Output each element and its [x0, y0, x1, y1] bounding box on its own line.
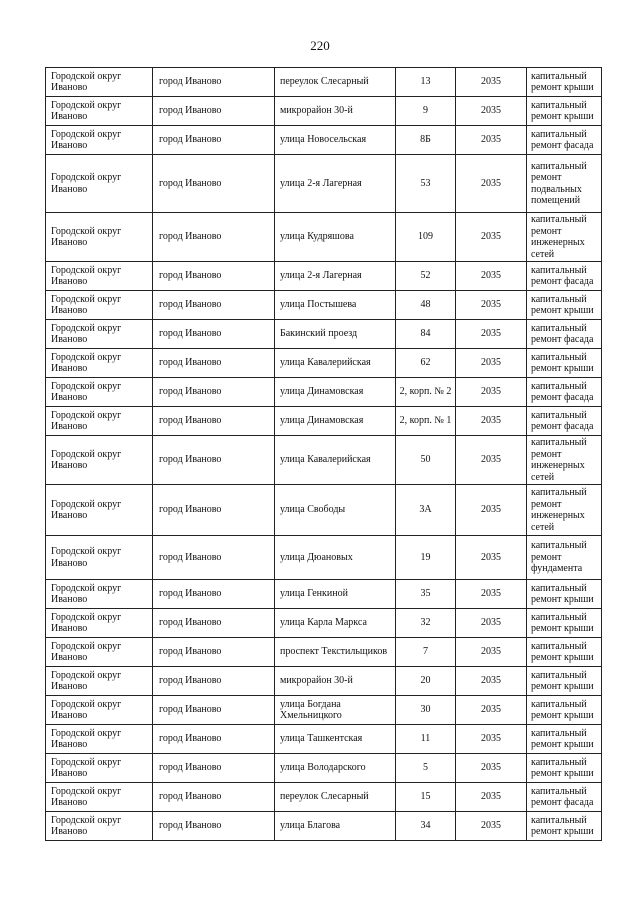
city-cell: город Иваново: [153, 609, 275, 638]
table-row: [46, 68, 602, 97]
building-cell: 20: [396, 667, 456, 696]
work-type-cell: капитальный ремонт крыши: [527, 667, 602, 696]
work-type-cell: капитальный ремонт фасада: [527, 320, 602, 349]
district-cell: Городской округ Иваново: [46, 407, 153, 436]
street-cell: улица Кавалерийская: [275, 436, 396, 485]
year-cell: 2035: [456, 609, 527, 638]
street-cell: улица Новосельская: [275, 126, 396, 155]
street-cell: микрорайон 30-й: [275, 667, 396, 696]
work-type-cell: капитальный ремонт крыши: [527, 291, 602, 320]
table-body: [46, 68, 602, 841]
building-cell: 2, корп. № 1: [396, 407, 456, 436]
table-row: [46, 696, 602, 725]
district-cell: Городской округ Иваново: [46, 609, 153, 638]
district-cell: Городской округ Иваново: [46, 580, 153, 609]
street-cell: улица 2-я Лагерная: [275, 155, 396, 213]
building-cell: 35: [396, 580, 456, 609]
building-cell: 52: [396, 262, 456, 291]
year-cell: 2035: [456, 155, 527, 213]
table-row: [46, 638, 602, 667]
building-cell: 7: [396, 638, 456, 667]
table-row: [46, 407, 602, 436]
district-cell: Городской округ Иваново: [46, 783, 153, 812]
city-cell: город Иваново: [153, 97, 275, 126]
year-cell: 2035: [456, 320, 527, 349]
city-cell: город Иваново: [153, 155, 275, 213]
work-type-cell: капитальный ремонт крыши: [527, 68, 602, 97]
table-row: [46, 812, 602, 841]
street-cell: улица Благова: [275, 812, 396, 841]
city-cell: город Иваново: [153, 68, 275, 97]
city-cell: город Иваново: [153, 783, 275, 812]
work-type-cell: капитальный ремонт фасада: [527, 783, 602, 812]
building-cell: 32: [396, 609, 456, 638]
building-cell: 34: [396, 812, 456, 841]
table-row: [46, 667, 602, 696]
work-type-cell: капитальный ремонт подвальных помещений: [527, 155, 602, 213]
year-cell: 2035: [456, 638, 527, 667]
street-cell: переулок Слесарный: [275, 68, 396, 97]
street-cell: переулок Слесарный: [275, 783, 396, 812]
district-cell: Городской округ Иваново: [46, 320, 153, 349]
year-cell: 2035: [456, 485, 527, 536]
street-cell: улица Динамовская: [275, 378, 396, 407]
building-cell: 5: [396, 754, 456, 783]
year-cell: 2035: [456, 349, 527, 378]
table-row: [46, 320, 602, 349]
building-cell: 11: [396, 725, 456, 754]
building-cell: 109: [396, 213, 456, 262]
district-cell: Городской округ Иваново: [46, 812, 153, 841]
district-cell: Городской округ Иваново: [46, 155, 153, 213]
year-cell: 2035: [456, 407, 527, 436]
year-cell: 2035: [456, 536, 527, 580]
district-cell: Городской округ Иваново: [46, 262, 153, 291]
work-type-cell: капитальный ремонт фасада: [527, 378, 602, 407]
work-type-cell: капитальный ремонт крыши: [527, 97, 602, 126]
street-cell: улица Постышева: [275, 291, 396, 320]
work-type-cell: капитальный ремонт крыши: [527, 580, 602, 609]
district-cell: Городской округ Иваново: [46, 536, 153, 580]
work-type-cell: капитальный ремонт крыши: [527, 725, 602, 754]
year-cell: 2035: [456, 262, 527, 291]
work-type-cell: капитальный ремонт инженерных сетей: [527, 436, 602, 485]
city-cell: город Иваново: [153, 436, 275, 485]
city-cell: город Иваново: [153, 485, 275, 536]
building-cell: 30: [396, 696, 456, 725]
city-cell: город Иваново: [153, 812, 275, 841]
city-cell: город Иваново: [153, 213, 275, 262]
year-cell: 2035: [456, 126, 527, 155]
city-cell: город Иваново: [153, 349, 275, 378]
building-cell: 8Б: [396, 126, 456, 155]
street-cell: Бакинский проезд: [275, 320, 396, 349]
district-cell: Городской округ Иваново: [46, 97, 153, 126]
district-cell: Городской округ Иваново: [46, 485, 153, 536]
table-row: [46, 536, 602, 580]
street-cell: улица Володарского: [275, 754, 396, 783]
table-row: [46, 783, 602, 812]
building-cell: 13: [396, 68, 456, 97]
table-row: [46, 262, 602, 291]
district-cell: Городской округ Иваново: [46, 696, 153, 725]
year-cell: 2035: [456, 667, 527, 696]
city-cell: город Иваново: [153, 378, 275, 407]
city-cell: город Иваново: [153, 667, 275, 696]
street-cell: улица Динамовская: [275, 407, 396, 436]
building-cell: 15: [396, 783, 456, 812]
city-cell: город Иваново: [153, 536, 275, 580]
city-cell: город Иваново: [153, 407, 275, 436]
street-cell: улица Свободы: [275, 485, 396, 536]
district-cell: Городской округ Иваново: [46, 378, 153, 407]
district-cell: Городской округ Иваново: [46, 436, 153, 485]
city-cell: город Иваново: [153, 725, 275, 754]
building-cell: 50: [396, 436, 456, 485]
work-type-cell: капитальный ремонт крыши: [527, 349, 602, 378]
work-type-cell: капитальный ремонт крыши: [527, 638, 602, 667]
year-cell: 2035: [456, 754, 527, 783]
work-type-cell: капитальный ремонт крыши: [527, 609, 602, 638]
city-cell: город Иваново: [153, 580, 275, 609]
street-cell: улица Карла Маркса: [275, 609, 396, 638]
district-cell: Городской округ Иваново: [46, 291, 153, 320]
table-row: [46, 580, 602, 609]
city-cell: город Иваново: [153, 291, 275, 320]
street-cell: улица Дюановых: [275, 536, 396, 580]
district-cell: Городской округ Иваново: [46, 725, 153, 754]
year-cell: 2035: [456, 696, 527, 725]
street-cell: улица Ташкентская: [275, 725, 396, 754]
work-type-cell: капитальный ремонт крыши: [527, 754, 602, 783]
table-row: [46, 378, 602, 407]
city-cell: город Иваново: [153, 126, 275, 155]
building-cell: 9: [396, 97, 456, 126]
year-cell: 2035: [456, 783, 527, 812]
district-cell: Городской округ Иваново: [46, 68, 153, 97]
work-type-cell: капитальный ремонт фасада: [527, 126, 602, 155]
building-cell: 84: [396, 320, 456, 349]
year-cell: 2035: [456, 68, 527, 97]
district-cell: Городской округ Иваново: [46, 349, 153, 378]
district-cell: Городской округ Иваново: [46, 638, 153, 667]
street-cell: улица Кавалерийская: [275, 349, 396, 378]
street-cell: проспект Текстильщиков: [275, 638, 396, 667]
city-cell: город Иваново: [153, 262, 275, 291]
year-cell: 2035: [456, 725, 527, 754]
building-cell: 48: [396, 291, 456, 320]
work-type-cell: капитальный ремонт фасада: [527, 407, 602, 436]
district-cell: Городской округ Иваново: [46, 213, 153, 262]
table-row: [46, 609, 602, 638]
work-type-cell: капитальный ремонт инженерных сетей: [527, 485, 602, 536]
work-type-cell: капитальный ремонт крыши: [527, 696, 602, 725]
district-cell: Городской округ Иваново: [46, 126, 153, 155]
table-row: [46, 213, 602, 262]
building-cell: 2, корп. № 2: [396, 378, 456, 407]
table-row: [46, 155, 602, 213]
city-cell: город Иваново: [153, 754, 275, 783]
table-row: [46, 725, 602, 754]
city-cell: город Иваново: [153, 320, 275, 349]
year-cell: 2035: [456, 97, 527, 126]
table-row: [46, 349, 602, 378]
year-cell: 2035: [456, 580, 527, 609]
building-cell: 3А: [396, 485, 456, 536]
building-cell: 62: [396, 349, 456, 378]
year-cell: 2035: [456, 291, 527, 320]
table-row: [46, 291, 602, 320]
table-row: [46, 754, 602, 783]
street-cell: улица Генкиной: [275, 580, 396, 609]
work-type-cell: капитальный ремонт крыши: [527, 812, 602, 841]
work-type-cell: капитальный ремонт инженерных сетей: [527, 213, 602, 262]
table-row: [46, 126, 602, 155]
street-cell: микрорайон 30-й: [275, 97, 396, 126]
repair-schedule-table: [45, 67, 602, 841]
building-cell: 53: [396, 155, 456, 213]
table-row: [46, 485, 602, 536]
table-row: [46, 436, 602, 485]
street-cell: улица Кудряшова: [275, 213, 396, 262]
district-cell: Городской округ Иваново: [46, 754, 153, 783]
page-number: 220: [310, 38, 330, 53]
city-cell: город Иваново: [153, 638, 275, 667]
work-type-cell: капитальный ремонт фасада: [527, 262, 602, 291]
building-cell: 19: [396, 536, 456, 580]
street-cell: улица 2-я Лагерная: [275, 262, 396, 291]
street-cell: улица Богдана Хмельницкого: [275, 696, 396, 725]
city-cell: город Иваново: [153, 696, 275, 725]
district-cell: Городской округ Иваново: [46, 667, 153, 696]
year-cell: 2035: [456, 213, 527, 262]
year-cell: 2035: [456, 378, 527, 407]
year-cell: 2035: [456, 436, 527, 485]
year-cell: 2035: [456, 812, 527, 841]
table-row: [46, 97, 602, 126]
work-type-cell: капитальный ремонт фундамента: [527, 536, 602, 580]
